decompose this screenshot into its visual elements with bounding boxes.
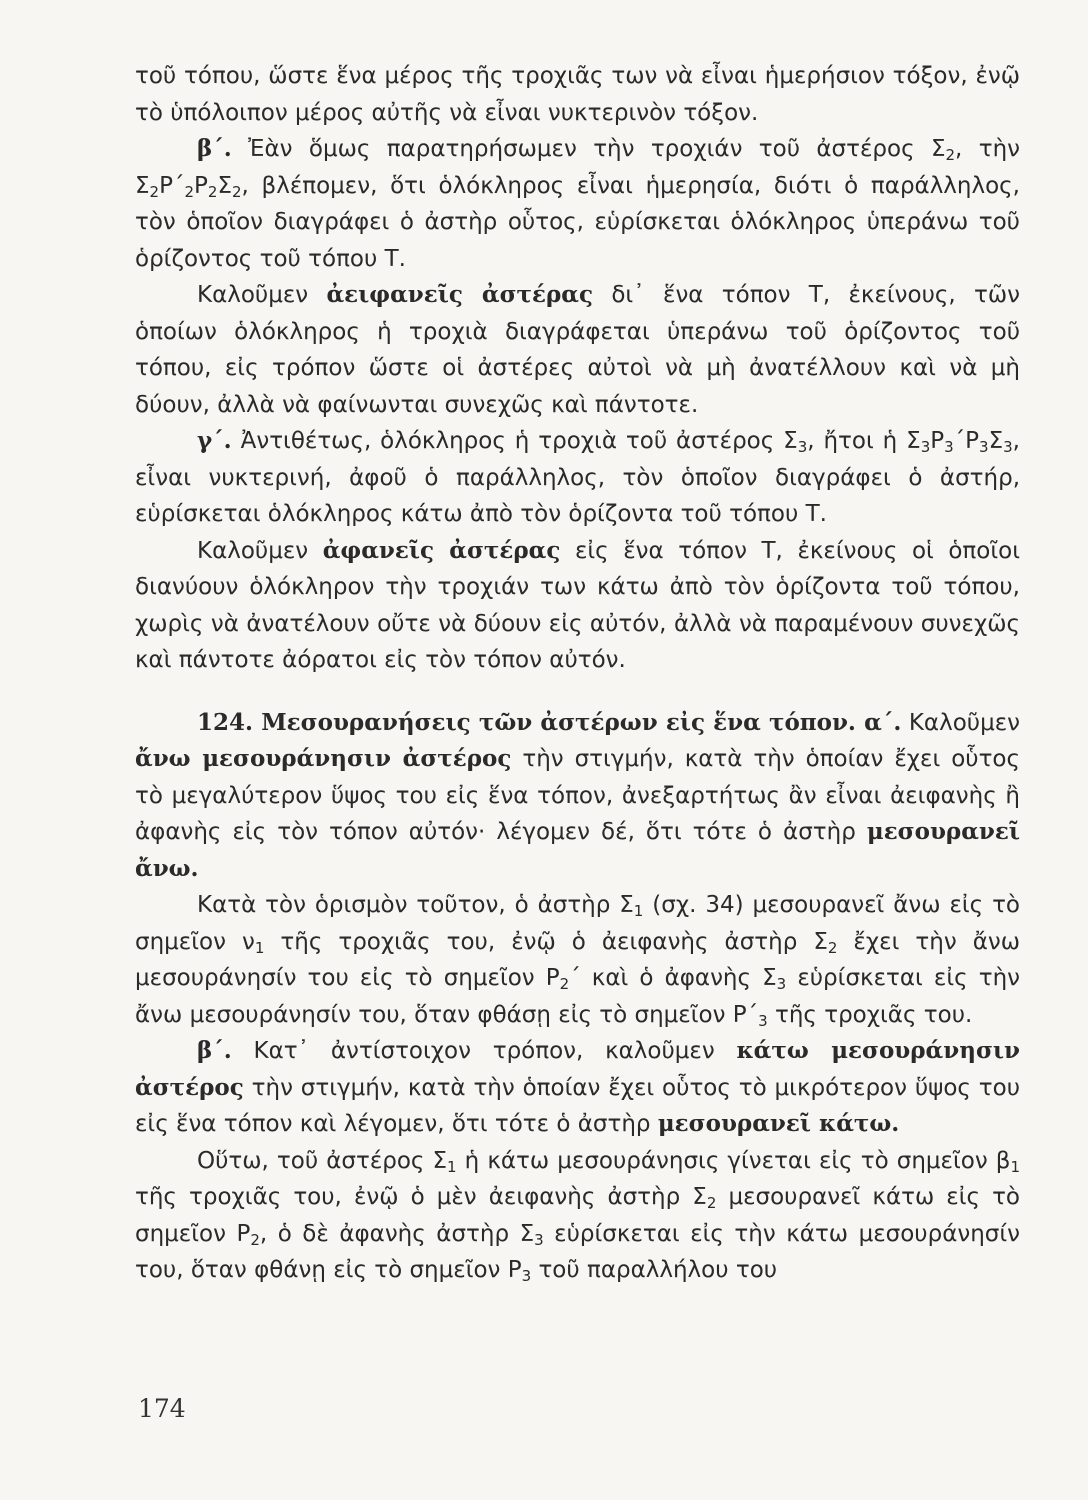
subscript: 2 bbox=[184, 182, 195, 201]
text-run: , εἶναι νυκτερινή, ἀφοῦ ὁ παράλληλος, τὸν ὁποῖον διαγράφει ὁ ἀστήρ, εὑρίσκεται ὁλόκληρος κάτω ἀπὸ τὸν ὁρίζοντα τοῦ τόπου Τ. bbox=[135, 428, 1020, 527]
subscript: 3 bbox=[776, 975, 787, 993]
text-run: Οὕτω, τοῦ ἀστέρος Σ bbox=[197, 1147, 448, 1174]
subscript: 2 bbox=[207, 182, 218, 201]
subscript: 3 bbox=[1003, 438, 1013, 456]
paragraph-7 bbox=[135, 887, 1020, 1033]
text-run: ἔχει τὴν ἄνω μεσουράνησίν του εἰς τὸ σημεῖον Ρ bbox=[135, 928, 1020, 991]
section-124 bbox=[135, 705, 1020, 888]
text-run: δι᾽ ἕνα τόπον Τ, ἐκείνους, τῶν ὁποίων ὁλόκληρος ἡ τροχιὰ διαγράφεται ὑπεράνω τοῦ ὁρίζοντος τοῦ τόπου, εἰς τρόπον ὥστε οἱ ἀστέρες αὐτοὶ νὰ μὴ ἀνατέλλουν καὶ νὰ μὴ δύουν, ἀλλὰ νὰ φαίνωνται συνεχῶς καὶ πάντοτε. bbox=[135, 282, 1020, 418]
subscript: 2 bbox=[250, 1230, 260, 1249]
text-run: Ἐὰν ὅμως παρατηρήσωμεν τὴν τροχιάν τοῦ ἀστέρος Σ bbox=[231, 136, 946, 162]
paragraph-4 bbox=[135, 423, 1020, 533]
text-run: Καλοῦμεν bbox=[197, 537, 323, 564]
subscript: 3 bbox=[920, 438, 931, 456]
paragraph-3 bbox=[135, 277, 1020, 423]
text-run: , ἤτοι ἡ Σ bbox=[807, 428, 921, 454]
text-run: Κατὰ τὸν ὁρισμὸν τοῦτον, ὁ ἀστὴρ Σ bbox=[197, 892, 634, 918]
subscript: 3 bbox=[797, 438, 808, 456]
paragraph-2 bbox=[135, 131, 1020, 277]
text-run: Ρ bbox=[194, 172, 208, 199]
text-run: τὴν στιγμήν, κατὰ τὴν ὁποίαν ἔχει οὗτος τὸ μεγαλύτερον ὕψος του εἰς ἕνα τόπον, ἀνεξαρτήτως ἂν εἶναι ἀειφανὴς ἢ ἀφανὴς εἰς τὸν τόπον αὐτόν· λέγομεν δέ, ὅτι τότε ὁ ἀστὴρ bbox=[135, 746, 1021, 845]
subscript: 1 bbox=[633, 902, 644, 920]
text-run: Καλοῦμεν bbox=[901, 709, 1020, 736]
text-run: , βλέπομεν, ὅτι ὁλόκληρος εἶναι ἡμερησία, διότι ὁ παράλληλος, τὸν ὁποῖον διαγράφει ὁ ἀστὴρ οὗτος, εὑρίσκεται ὁλόκληρος ὑπεράνω τοῦ ὁρίζοντος τοῦ τόπου Τ. bbox=[135, 172, 1020, 272]
subscript: 3 bbox=[758, 1011, 768, 1030]
paragraph-1 bbox=[135, 58, 1020, 131]
text-run: τῆς τροχιᾶς του. bbox=[767, 1001, 973, 1028]
text-run: Ἀντιθέτως, ὁλόκληρος ἡ τροχιὰ τοῦ ἀστέρος Σ bbox=[231, 428, 798, 454]
text-run: , ὁ δὲ ἀφανὴς ἀστὴρ Σ bbox=[259, 1220, 535, 1247]
defined-term: κάτω μεσουράνησιν ἀστέρος bbox=[135, 1037, 1020, 1101]
text-run: ἡ κάτω μεσουράνησις γίνεται εἰς τὸ σημεῖον β bbox=[456, 1147, 1011, 1174]
subscript: 2 bbox=[706, 1194, 717, 1212]
text-run: Καλοῦμεν bbox=[197, 282, 327, 308]
text-run: τῆς τροχιᾶς του, ἐνῷ ὁ ἀειφανὴς ἀστὴρ Σ bbox=[264, 928, 828, 955]
paragraph-8 bbox=[135, 1033, 1020, 1143]
item-marker-gamma: γ΄. bbox=[197, 427, 232, 454]
defined-term: ἄνω μεσουράνησιν ἀστέρος bbox=[135, 745, 512, 772]
subscript: 1 bbox=[447, 1157, 457, 1176]
subscript: 2 bbox=[149, 182, 160, 201]
section-heading: 124. Μεσουρανήσεις τῶν ἀστέρων εἰς ἕνα τόπον. α΄. bbox=[197, 708, 902, 736]
text-run: (σχ. 34) μεσουρανεῖ ἄνω εἰς τὸ σημεῖον ν bbox=[135, 892, 1020, 955]
subscript: 2 bbox=[945, 146, 956, 164]
item-marker-beta: β΄. bbox=[197, 135, 232, 162]
defined-term: ἀειφανεῖς ἀστέρας bbox=[326, 281, 594, 308]
defined-term: ἀφανεῖς ἀστέρας bbox=[322, 536, 561, 564]
paragraph-5 bbox=[135, 533, 1020, 679]
text-run: , τὴν Σ bbox=[135, 136, 1020, 199]
page-number: 174 bbox=[138, 1394, 186, 1423]
text-run: εὑρίσκεται εἰς τὴν ἄνω μεσουράνησίν του, ὅταν φθάσῃ εἰς τὸ σημεῖον Ρ΄ bbox=[135, 965, 1021, 1028]
text-run: ΄Ρ bbox=[953, 428, 980, 454]
text-run: εὑρίσκεται εἰς τὴν κάτω μεσουράνησίν του, ὅταν φθάνῃ εἰς τὸ σημεῖον Ρ bbox=[135, 1220, 1020, 1283]
subscript: 3 bbox=[944, 438, 954, 456]
body-text bbox=[135, 58, 1020, 1289]
item-marker-beta: β΄. bbox=[197, 1037, 232, 1064]
text-run: τὴν στιγμήν, κατὰ τὴν ὁποίαν ἔχει οὗτος τὸ μικρότερον ὕψος του εἰς ἕνα τόπον καὶ λέγομεν, ὅτι τότε ὁ ἀστὴρ bbox=[135, 1074, 1020, 1137]
defined-term: μεσουρανεῖ ἄνω. bbox=[135, 818, 1020, 882]
paragraph-9 bbox=[135, 1143, 1020, 1289]
subscript: 2 bbox=[827, 938, 838, 957]
paragraph-1-text: τοῦ τόπου, ὥστε ἕνα μέρος τῆς τροχιᾶς των νὰ εἶναι ἡμερήσιον τόξον, ἐνῷ τὸ ὑπόλοιπον μέρος αὐτῆς νὰ εἶναι νυκτερινὸν τόξον. bbox=[135, 63, 1020, 126]
subscript: 2 bbox=[559, 975, 570, 993]
text-run: εἰς ἕνα τόπον Τ, ἐκείνους οἱ ὁποῖοι διανύουν ὁλόκληρον τὴν τροχιάν των κάτω ἀπὸ τὸν ὁρίζοντα τοῦ τόπου, χωρὶς νὰ ἀνατέλουν οὔτε νὰ δύουν εἰς αὐτόν, ἀλλὰ νὰ παραμένουν συνεχῶς καὶ πάντοτε ἀόρατοι εἰς τὸν τόπον αὐτόν. bbox=[135, 537, 1020, 673]
text-run: τοῦ παραλλήλου του bbox=[531, 1257, 778, 1283]
text-run: τῆς τροχιᾶς του, ἐνῷ ὁ μὲν ἀειφανὴς ἀστὴρ Σ bbox=[135, 1184, 707, 1210]
text-run: Σ bbox=[988, 428, 1004, 454]
subscript: 1 bbox=[1010, 1157, 1020, 1176]
text-run: Κατ᾽ ἀντίστοιχον τρόπον, καλοῦμεν bbox=[231, 1038, 737, 1064]
text-run: ΄ καὶ ὁ ἀφανὴς Σ bbox=[569, 965, 777, 991]
subscript: 2 bbox=[231, 182, 242, 201]
text-run: μεσουρανεῖ κάτω εἰς τὸ σημεῖον Ρ bbox=[135, 1184, 1021, 1247]
subscript: 3 bbox=[979, 438, 989, 456]
subscript: 3 bbox=[534, 1230, 544, 1249]
subscript: 3 bbox=[521, 1267, 532, 1285]
defined-term: μεσουρανεῖ κάτω. bbox=[657, 1110, 900, 1137]
text-run: Σ bbox=[217, 172, 232, 199]
text-run: Ρ΄ bbox=[159, 172, 185, 199]
subscript: 1 bbox=[254, 938, 265, 957]
text-run: Ρ bbox=[930, 428, 945, 454]
